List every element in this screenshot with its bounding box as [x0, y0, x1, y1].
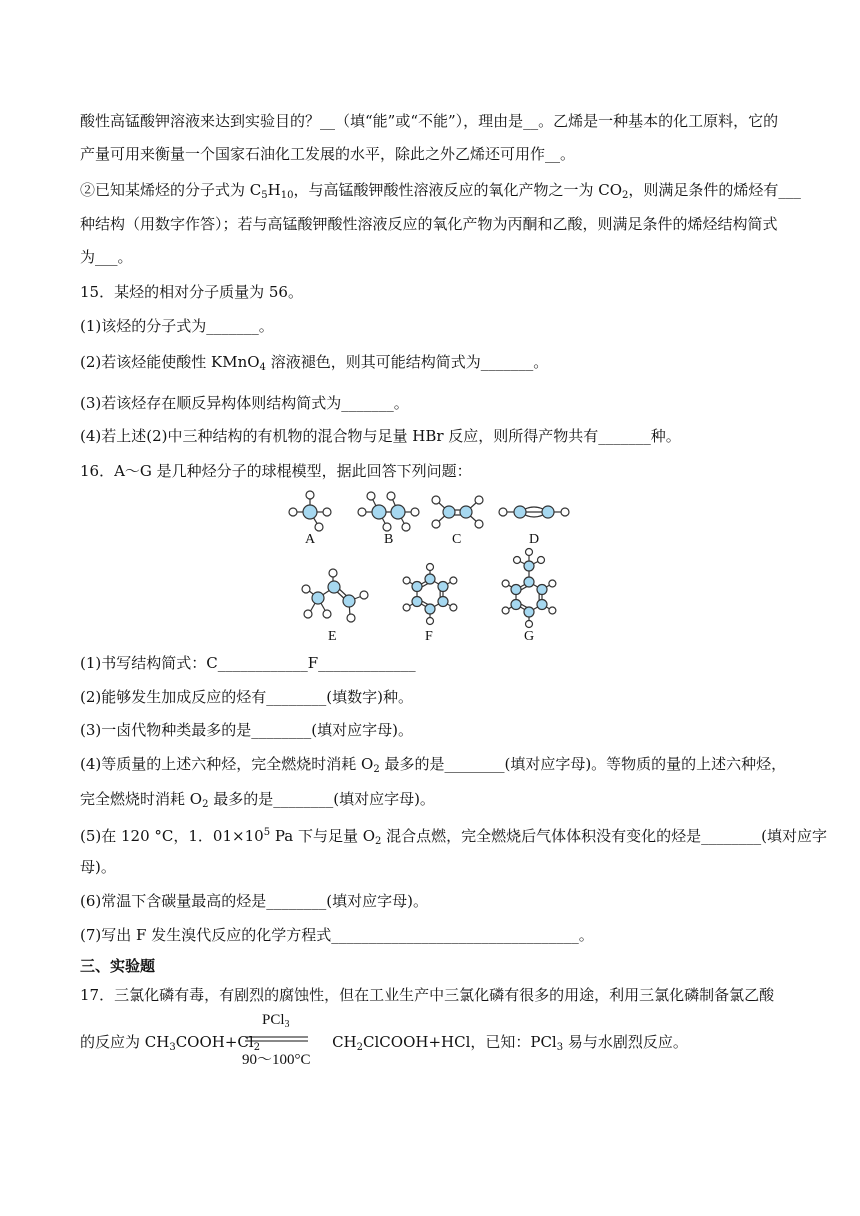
question-16-3: (3)一卤代物种类最多的是________(填对应字母)。: [80, 721, 413, 739]
text-line: 为___。: [80, 248, 133, 266]
text-fragment: ，与高锰酸钾酸性溶液反应的氧化产物之一为 CO: [293, 181, 622, 199]
subscript: 2: [373, 764, 380, 775]
question-15-1: (1)该烃的分子式为_______。: [80, 317, 274, 335]
question-16-6: (6)常温下含碳量最高的烃是________(填对应字母)。: [80, 892, 428, 910]
text-fragment: 混合点燃，完全燃烧后气体体积没有变化的烃是________(填对应字: [381, 827, 828, 845]
question-16-5-cont: 母)。: [80, 858, 116, 876]
model-label: A: [305, 532, 316, 547]
model-label: F: [425, 629, 433, 644]
text-fragment: (4)等质量的上述六种烃，完全燃烧时消耗 O: [80, 755, 374, 773]
section-heading: 三、实验题: [80, 957, 156, 975]
subscript: 2: [622, 190, 629, 201]
text-fragment: PCl: [262, 1012, 285, 1028]
model-label: G: [524, 629, 535, 644]
text-fragment: 最多的是________(填对应字母)。: [208, 790, 435, 808]
text-fragment: 完全燃烧时消耗 O: [80, 790, 203, 808]
reaction-temperature: 90～100°C: [242, 1052, 311, 1068]
text-fragment: 溶液褪色，则其可能结构简式为_______。: [265, 353, 549, 371]
text-fragment: 的反应为 CH: [80, 1033, 170, 1051]
text-fragment: ，则满足条件的烯烃有___: [628, 181, 801, 199]
text-fragment: 易与水剧烈反应。: [563, 1033, 688, 1051]
model-label: B: [384, 532, 394, 547]
question-17: 17．三氯化磷有毒，有剧烈的腐蚀性，但在工业生产中三氯化磷有很多的用途，利用三氯化磷制备氯乙酸: [80, 986, 775, 1004]
subscript: 3: [169, 1042, 176, 1053]
question-16-7: (7)写出 F 发生溴代反应的化学方程式_________________________________。: [80, 926, 594, 944]
subscript: 3: [284, 1019, 290, 1030]
question-16-1: (1)书写结构简式：C____________F_____________: [80, 654, 416, 672]
question-15: 15．某烃的相对分子质量为 56。: [80, 283, 303, 301]
text-fragment: CH: [332, 1033, 357, 1051]
question-15-3: (3)若该烃存在顺反异构体则结构简式为_______。: [80, 394, 409, 412]
subscript: 2: [202, 799, 209, 810]
superscript: 5: [263, 827, 271, 838]
text-fragment: ②已知某烯烃的分子式为 C: [80, 181, 262, 199]
text-fragment: ClCOOH+HCl，已知：PCl: [363, 1033, 557, 1051]
question-15-4: (4)若上述(2)中三种结构的有机物的混合物与足量 HBr 反应，则所得产物共有_______种。: [80, 427, 681, 445]
model-label: E: [328, 629, 337, 644]
subscript: 4: [259, 362, 266, 373]
text-line: 种结构（用数字作答）；若与高锰酸钾酸性溶液反应的氧化产物为丙酮和乙酸，则满足条件的烯烃结构简式: [80, 215, 778, 233]
subscript: 2: [253, 1042, 261, 1053]
subscript: 2: [356, 1042, 364, 1053]
model-label: C: [452, 532, 462, 547]
subscript: 10: [280, 190, 294, 201]
question-16: 16．A～G 是几种烃分子的球棍模型，据此回答下列问题：: [80, 462, 472, 480]
text-fragment: (2)若该烃能使酸性 KMnO: [80, 353, 260, 371]
text-fragment: (5)在 120 °C，1．01×10: [80, 827, 264, 845]
model-label: D: [529, 532, 540, 547]
text-fragment: 最多的是________(填对应字母)。等物质的量的上述六种烃，: [379, 755, 787, 773]
question-16-2: (2)能够发生加成反应的烃有________(填数字)种。: [80, 688, 413, 706]
subscript: 5: [261, 190, 268, 201]
text-line: 产量可用来衡量一个国家石油化工发展的水平，除此之外乙烯还可用作__。: [80, 145, 576, 163]
subscript: 2: [375, 836, 382, 847]
text-fragment: COOH+Cl: [175, 1033, 254, 1051]
text-line: 酸性高锰酸钾溶液来达到实验目的？__（填“能”或“不能”），理由是__。乙烯是一种基本的化工原料，它的: [80, 112, 779, 130]
text-fragment: Pa 下与足量 O: [270, 827, 376, 845]
subscript: 3: [556, 1042, 564, 1053]
text-fragment: H: [267, 181, 281, 199]
